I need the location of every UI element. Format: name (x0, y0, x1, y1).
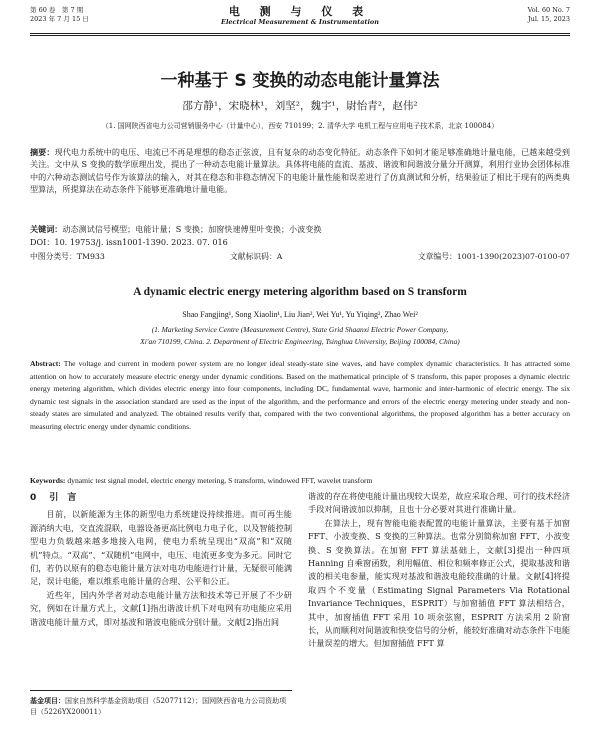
authors-cn: 邵方静¹，宋晓林¹，刘坚²，魏宇¹，尉怡青²，赵伟² (182, 100, 418, 112)
body-column-left (30, 490, 292, 629)
affiliation-en (50, 324, 550, 348)
body-paragraph: 在算法上，现有智能电能表配置的电能计量算法，主要有基于加窗 FFT、小波变换、S 变换的三种算法。也常分别简称加窗 FFT、小波变换、S 变换算法。在加窗 FFT 算法基础上，文献[3]提出一种四项 Hanning 自乘窗函数，利用幅值、相位和频率修正公式，提取基波和谐波的相关电参量，能实现对基波和谐波电能较准确的计量。文献[4]将提取四个不变量（Estimating Signal Parameters Via Rotational Invariance Techniques，ESPRIT）与加窗插值 FFT 算法相结合，其中，加窗插值 FFT 采用 10 项余弦窗，ESPRIT 方法采用 2 阶窗长，从而顺利对间谐波和快变信号的分析，能较好准确对动态条件下电能计量误差的增大。但加窗插值 FFT 算 (308, 517, 571, 649)
affiliation-en-line1: (1. Marketing Service Centre (Measurement Centre), State Grid Shaanxi Electric Power Company, (151, 325, 449, 334)
keywords-text-en: dynamic test signal model, electric energy metering, S transform, windowed FFT, wavelet transform (67, 476, 373, 485)
journal-name-cn: 电 测 与 仪 表 (228, 5, 372, 18)
body-paragraph: 谐波的存在将使电能计量出现较大误差，故应采取合理、可行的技术经济手段对间谐波加以抑制，且也十分必要对其进行准确计量。 (308, 491, 571, 515)
publication-date-en: Jul. 15, 2023 (528, 15, 570, 23)
body-paragraph: 目前，以新能源为主体的新型电力系统建设持续推进。而可再生能源消纳大电，交直流混联，电器设备更高比例电力电子化，以及智能控制型电力负载越来越多地接入电网，使电力系统呈现出“双高”和“双随机”特点。“双高”、“双随机”电网中，电压、电流更多变为多元。同时它们，若仍以原有的稳态电能计量方法对电功电能进行计量，无疑很可能满足，误计电能，难以维系电能计量的合理、公平和公正。 (30, 509, 293, 587)
keywords-text-cn: 动态测试信号模型；电能计量；S 变换；加窗快速傅里叶变换；小波变换 (62, 224, 322, 234)
running-header (30, 6, 570, 30)
abstract-en (30, 358, 570, 434)
funding-label: 基金项目： (30, 696, 65, 705)
section-title: 引 言 (49, 493, 77, 503)
paper-title-en: A dynamic electric energy metering algorithm based on S transform (133, 286, 467, 298)
doi: DOI：10. 19753/j. issn1001-1390. 2023. 07. 016 (30, 237, 228, 247)
abstract-cn (30, 146, 570, 196)
body-paragraph: 近些年，国内外学者对动态电能计量方法和技术等已开展了不少研究，例如在计量方式上，文献[1]指出谐波计机下对电网有功电能应采用谐波电能计量方式，即对基波和谐波电能成分别计量。文献[2]指出间 (30, 589, 292, 627)
paper-title-cn: 一种基于 S 变换的动态电能计量算法 (160, 71, 440, 91)
keywords-label-cn: 关键词： (30, 224, 63, 234)
keywords-cn (30, 223, 570, 235)
header-rule-thin (30, 35, 570, 36)
section-heading (30, 492, 292, 505)
header-rule (30, 33, 570, 34)
clc-number: 中图分类号：TM933 (30, 252, 105, 261)
authors-en: Shao Fangjing¹, Song Xiaolin¹, Liu Jian², Wei Yu¹, Yu Yiqing², Zhao Wei² (182, 310, 418, 319)
classification-row (30, 251, 570, 263)
keywords-label-en: Keywords: (30, 476, 66, 485)
section-number: 0 (30, 493, 37, 503)
document-code: 文献标识码：A (230, 252, 283, 261)
affiliation-en-line2: Xi'an 710199, China. 2. Department of Electric Engineering, Tsinghua University, Beijing 100084, China) (140, 337, 460, 346)
funding-footnote (30, 690, 292, 718)
keywords-en (30, 476, 570, 485)
funding-text: 国家自然科学基金资助项目（52077112）；国网陕西省电力公司资助项目（5226YX200011） (30, 697, 287, 716)
abstract-text-cn: 现代电力系统中的电压、电流已不再是理想的稳态正弦波，且有复杂的动态变化特征。动态条件下如何才能足够准确地计量电能，已越来越受到关注。文中从 S 变换的数学原理出发，提出了一种动态电能计量算法。具体将电能的直流、基波、谐波和间谐波分量分开测算，利用行业协会团体标准中的六种动态测试信号作为该算法的输入，对其在稳态和非稳态情况下的电能计量性能和误差进行了仿真测试和分析，结果验证了相比于现有的两类典型算法，所提算法在动态条件下能够更准确地计量电能。 (30, 147, 570, 195)
publication-date: 2023 年 7 月 15 日 (30, 15, 89, 23)
abstract-label-en: Abstract: (30, 359, 61, 368)
abstract-text-en: The voltage and current in modern power system are no longer ideal steady-state sine waves, and have complex dynamic characteristics. It has attracted some attention on how to accurately measure electric energy under dynamic conditions. Based on the mathematical principle of S transform, this paper proposes a dynamic electric energy metering algorithm, which divides electric energy into four components, including DC, fundamental wave, harmonic and inter-harmonic of electric energy. The six dynamic test signals in the association standard are used as the input of the algorithm, and the performance and errors of the electric energy metering under steady and non-steady states are simulated and analyzed. The obtained results verify that, compared with the two conventional algorithms, the proposed algorithm has a better accuracy on measuring electric energy under dynamic conditions. (30, 359, 570, 431)
volume-issue: 第 60 卷 第 7 期 (30, 6, 84, 14)
abstract-label-cn: 摘要： (30, 147, 55, 157)
journal-name-en: Electrical Measurement & Instrumentation (220, 18, 379, 26)
affiliation-cn: （1. 国网陕西省电力公司营销服务中心（计量中心），西安 710199；2. 清华大学 电机工程与应用电子技术系，北京 100084） (101, 122, 499, 130)
article-number: 文章编号：1001-1390(2023)07-0100-07 (417, 252, 570, 261)
volume-issue-en: Vol. 60 No. 7 (527, 6, 570, 14)
body-column-right (308, 490, 570, 651)
